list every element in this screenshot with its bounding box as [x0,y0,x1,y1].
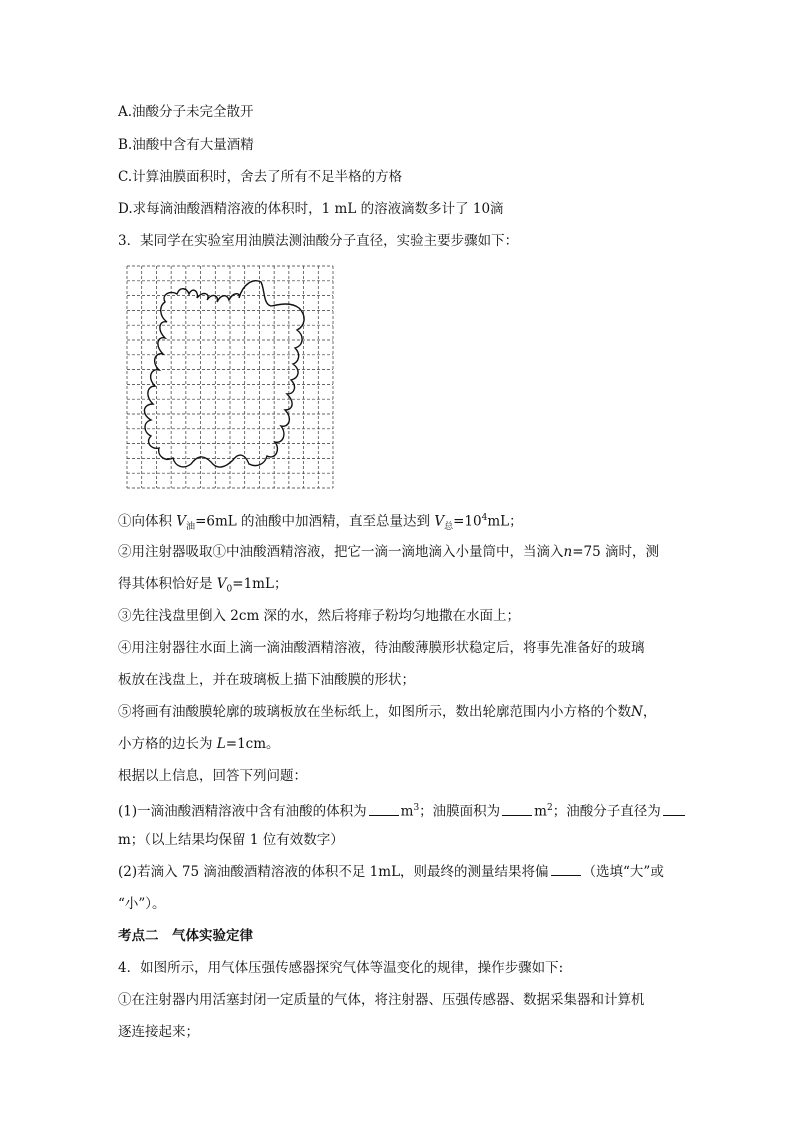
q3-step-2-line-1 [118,542,678,562]
step1-text-a: ①向体积 [118,513,172,530]
var-v0: V [216,576,227,592]
sub-oil: 油 [186,522,196,533]
step2-line2-text-b: =1mL； [232,576,288,592]
step5-text-a: ⑤将画有油酸膜轮廓的玻璃板放在坐标纸上，如图所示，数出轮廓范围内小方格的个数 [118,704,631,720]
q3-step-4-line-2: 板放在浅盘上，并在玻璃板上描下油酸膜的形状； [118,672,415,688]
step2-line2-text-a: 得其体积恰好是 [118,576,213,592]
var-n: n [563,544,573,560]
q3-prompt: 根据以上信息，回答下列问题： [118,768,307,784]
step2-text-b: =75 滴时，测 [572,544,659,560]
question-3-intro: 3．某同学在实验室用油膜法测油酸分子直径，实验主要步骤如下： [118,233,519,249]
step1-text-c: =10 [453,513,482,530]
option-d: D.求每滴油酸酒精溶液的体积时，1 mL 的溶液滴数多计了 10滴 [118,201,504,217]
q3-step-4-line-1: ④用注射器往水面上滴一滴油酸酒精溶液，待油酸薄膜形状稳定后，将事先准备好的玻璃 [118,640,645,656]
q3-step-2-line-2 [118,574,678,600]
answer-blank-bias[interactable] [551,863,581,876]
q4-step-1-line-2: 逐连接起来； [118,1024,199,1040]
step5-line2-text-a: 小方格的边长为 [118,736,213,752]
sub1-sup-2: 2 [546,803,553,813]
option-a: A.油酸分子未完全散开 [118,104,254,120]
q4-step-1-line-1: ①在注射器内用活塞封闭一定质量的气体，将注射器、压强传感器、数据采集器和计算机 [118,992,645,1008]
q3-sub-1-line-1 [118,798,678,822]
q3-step-5-line-2 [118,734,678,754]
q3-sub-2-line-2: “小”）。 [118,896,166,912]
q3-step-3: ③先往浅盘里倒入 2cm 深的水，然后将痱子粉均匀地撒在水面上； [118,608,521,624]
sub-zero: 0 [226,584,233,595]
step2-text-a: ②用注射器吸取①中油酸酒精溶液，把它一滴一滴地滴入小量筒中，当滴入 [118,544,564,560]
sub-total: 总 [444,522,454,533]
step1-text-b: =6mL 的油酸中加酒精，直至总量达到 [195,513,431,530]
q3-step-5-line-1 [118,702,678,722]
sub1-text-c: ；油膜面积为 [419,803,501,820]
q3-sub-1-line-2: m；（以上结果均保留 1 位有效数字） [118,832,344,848]
sup-exponent: 4 [481,513,488,523]
sub1-text-a: (1)一滴油酸酒精溶液中含有油酸的体积为 [118,803,367,820]
var-v-total: V [434,513,445,530]
answer-blank-area[interactable] [502,803,532,816]
oil-film-outline [144,281,304,467]
step5-text-b: ， [642,704,657,720]
var-v-oil: V [176,513,187,530]
var-n-count: N [631,704,643,720]
sub2-text-b: （选填“大”或 [582,864,664,880]
step1-text-d: mL； [487,513,523,530]
sub1-unit-m: m [400,803,414,820]
sub2-text-a: (2)若滴入 75 滴油酸酒精溶液的体积不足 1mL，则最终的测量结果将偏 [118,864,549,880]
step5-line2-text-b: =1cm。 [225,736,280,752]
question-4-intro: 4．如图所示，用气体压强传感器探究气体等温变化的规律，操作步骤如下: [118,960,564,976]
option-b: B.油酸中含有大量酒精 [118,137,254,153]
q3-sub-2-line-1 [118,862,678,882]
var-l: L [216,736,226,752]
answer-blank-diameter[interactable] [663,803,685,816]
q3-step-1 [118,508,678,537]
option-c: C.计算油膜面积时，舍去了所有不足半格的方格 [118,169,403,185]
oil-film-grid-figure [125,264,335,490]
sub1-sup-3: 3 [413,803,420,813]
sub1-text-e: ；油酸分子直径为 [552,803,661,820]
section-2-title: 考点二 气体实验定律 [118,928,253,944]
sub1-unit-m2: m [534,803,547,820]
answer-blank-volume[interactable] [369,803,399,816]
